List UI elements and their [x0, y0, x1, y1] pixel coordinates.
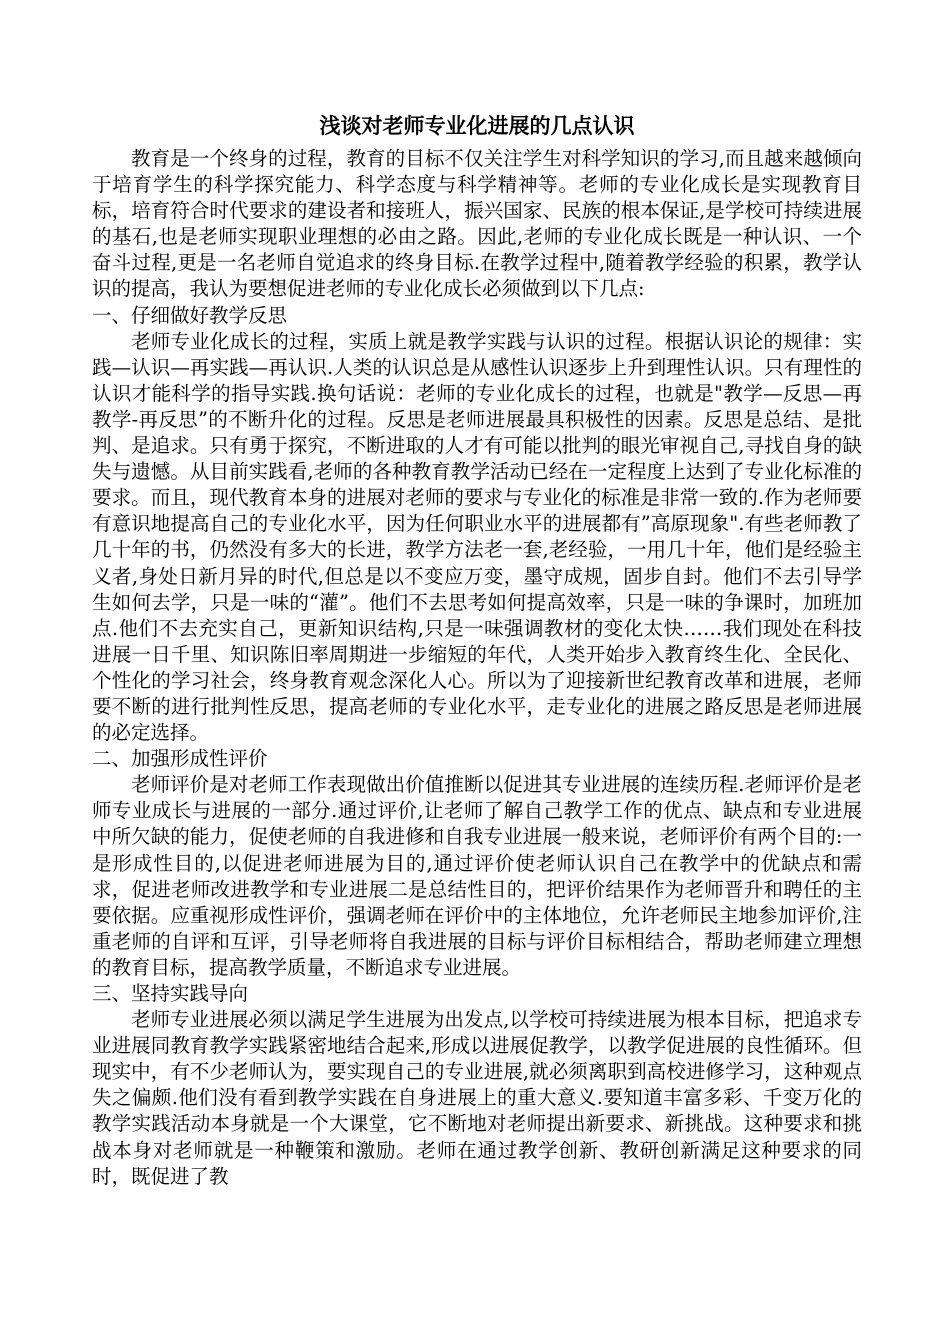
section-body-reflection: 老师专业化成长的过程，实质上就是教学实践与认识的过程。根据认识论的规律：实践—认识—再实践—再认识.人类的认识总是从感性认识逐步上升到理性认识。只有理性的认识才能科学的指导实践.换句话说：老师的专业化成长的过程，也就是"教学—反思—再教学-再反思”的不断升化的过程。反思是老师进展最具积极性的因素。反思是总结、是批判、是追求。只有勇于探究，不断进取的人才有可能以批判的眼光审视自己,寻找自身的缺失与遗憾。从目前实践看,老师的各种教育教学活动已经在一定程度上达到了专业化标准的要求。而且，现代教育本身的进展对老师的要求与专业化的标准是非常一致的.作为老师要有意识地提高自己的专业化水平，因为任何职业水平的进展都有”高原现象".有些老师教了几十年的书，仍然没有多大的长进，教学方法老一套,老经验，一用几十年，他们是经验主义者,身处日新月异的时代,但总是以不变应万变，墨守成规，固步自封。他们不去引导学生如何去学，只是一味的“灌”。他们不去思考如何提高效率，只是一味的争课时，加班加点.他们不去充实自己，更新知识结构,只是一味强调教材的变化太快……我们现处在科技进展一日千里、知识陈旧率周期进一步缩短的年代，人类开始步入教育终生化、全民化、个性化的学习社会，终身教育观念深化人心。所以为了迎接新世纪教育改革和进展，老师要不断的进行批判性反思，提高老师的专业化水平，走专业化的进展之路反思是老师进展的必定选择。 — [92, 329, 862, 745]
section-heading-evaluation: 二、加强形成性评价 — [92, 747, 268, 771]
section-body-evaluation: 老师评价是对老师工作表现做出价值推断以促进其专业进展的连续历程.老师评价是老师专业成长与进展的一部分.通过评价,让老师了解自己教学工作的优点、缺点和专业进展中所欠缺的能力，促使老师的自我进修和自我专业进展一般来说，老师评价有两个目的:一是形成性目的,以促进老师进展为目的,通过评价使老师认识自己在教学中的优缺点和需求，促进老师改进教学和专业进展二是总结性目的，把评价结果作为老师晋升和聘任的主要依据。应重视形成性评价，强调老师在评价中的主体地位，允许老师民主地参加评价,注重老师的自评和互评，引导老师将自我进展的目标与评价目标相结合，帮助老师建立理想的教育目标，提高教学质量，不断追求专业进展。 — [92, 773, 862, 979]
intro-paragraph: 教育是一个终身的过程，教育的目标不仅关注学生对科学知识的学习,而且越来越倾向于培育学生的科学探究能力、科学态度与科学精神等。老师的专业化成长是实现教育目标，培育符合时代要求的建设者和接班人，振兴国家、民族的根本保证,是学校可持续进展的基石,也是老师实现职业理想的必由之路。因此,老师的专业化成长既是一种认识、一个奋斗过程,更是一名老师自觉追求的终身目标.在教学过程中,随着教学经验的积累，教学认识的提高，我认为要想促进老师的专业化成长必须做到以下几点: — [92, 147, 862, 301]
document-page — [92, 106, 862, 1190]
section-heading-practice: 三、坚持实践导向 — [92, 982, 249, 1005]
section-heading-reflection: 一、仔细做好教学反思 — [92, 303, 288, 327]
section-body-practice: 老师专业进展必须以满足学生进展为出发点,以学校可持续进展为根本目标，把追求专业进展同教育教学实践紧密地结合起来,形成以进展促教学，以教学促进展的良性循环。但现实中，有不少老师认为，要实现自己的专业进展,就必须离职到高校进修学习，这种观点失之偏颇.他们没有看到教学实践在自身进展上的重大意义.要知道丰富多彩、千变万化的教学实践活动本身就是一个大课堂，它不断地对老师提出新要求、新挑战。这种要求和挑战本身对老师就是一种鞭策和激励。老师在通过教学创新、教研创新满足这种要求的同时，既促进了教 — [92, 1008, 862, 1188]
document-title: 浅谈对老师专业化进展的几点认识 — [319, 113, 635, 138]
